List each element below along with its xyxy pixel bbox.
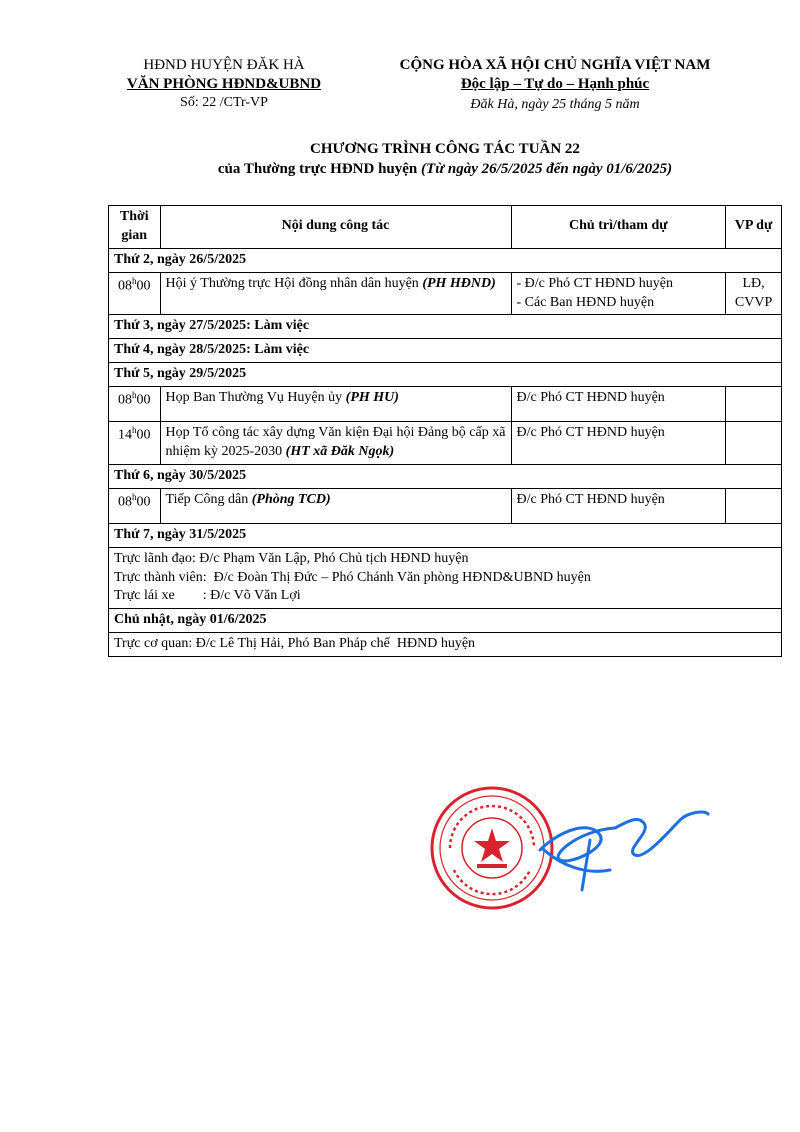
day-row: [109, 339, 782, 363]
day-label: Thứ 7, ngày 31/5/2025: [109, 523, 782, 547]
header-right: [380, 56, 730, 113]
page-title: CHƯƠNG TRÌNH CÔNG TÁC TUẦN 22: [310, 141, 580, 157]
table-header-row: [109, 206, 782, 249]
place-date: Đăk Hà, ngày 25 tháng 5 năm: [470, 96, 640, 112]
duty-line: Trực thành viên: Đ/c Đoàn Thị Đức – Phó Chánh Văn phòng HĐND&UBND huyện: [114, 569, 591, 585]
vp-cell: LĐ, CVVP: [726, 272, 782, 315]
day-row: [109, 464, 782, 488]
chair-cell: Đ/c Phó CT HĐND huyện: [511, 488, 726, 523]
header-vp: VP dự: [726, 206, 782, 249]
time-cell: 14$^h$00: [109, 422, 161, 465]
duty-row: [109, 547, 782, 609]
duty-line: Trực lái xe : Đ/c Võ Văn Lợi: [114, 588, 301, 604]
day-label: Chủ nhật, ngày 01/6/2025: [109, 609, 782, 633]
content-cell: Hội ý Thường trực Hội đồng nhân dân huyện (PH HĐND): [160, 272, 511, 315]
duty-cell: [109, 633, 782, 657]
motto: Độc lập – Tự do – Hạnh phúc: [460, 75, 650, 92]
signature: [530, 790, 720, 900]
table-row: [109, 387, 782, 422]
time-cell: 08$^h$00: [109, 272, 161, 315]
vp-cell: [726, 387, 782, 422]
day-label: Thứ 3, ngày 27/5/2025: Làm việc: [109, 315, 782, 339]
chair-cell: Đ/c Phó CT HĐND huyện: [511, 422, 726, 465]
day-row: [109, 315, 782, 339]
duty-row: [109, 633, 782, 657]
schedule-table: [108, 205, 782, 657]
day-label: Thứ 5, ngày 29/5/2025: [109, 363, 782, 387]
content-cell: Tiếp Công dân (Phòng TCD): [160, 488, 511, 523]
day-label: Thứ 6, ngày 30/5/2025: [109, 464, 782, 488]
duty-line: Trực cơ quan: Đ/c Lê Thị Hải, Phó Ban Pháp chế HĐND huyện: [114, 636, 476, 652]
day-row: [109, 609, 782, 633]
duty-cell: [109, 547, 782, 609]
day-row: [109, 523, 782, 547]
content-cell: Họp Ban Thường Vụ Huyện ủy (PH HU): [160, 387, 511, 422]
duty-line: Trực lãnh đạo: Đ/c Phạm Văn Lập, Phó Chủ tịch HĐND huyện: [114, 550, 469, 566]
header-left: [108, 56, 340, 111]
header-content: Nội dung công tác: [160, 206, 511, 249]
content-cell: Họp Tổ công tác xây dựng Văn kiện Đại hội Đảng bộ cấp xã nhiệm kỳ 2025-2030 (HT xã Đăk Ngọk): [160, 422, 511, 465]
doc-number: Số: 22 /CTr-VP: [180, 94, 268, 110]
day-row: [109, 248, 782, 272]
time-cell: 08$^h$00: [109, 488, 161, 523]
chair-cell: - Đ/c Phó CT HĐND huyện - Các Ban HĐND huyện: [511, 272, 726, 315]
vp-cell: [726, 422, 782, 465]
header-time: Thời gian: [109, 206, 161, 249]
header-chair: Chủ trì/tham dự: [511, 206, 726, 249]
nation-title: CỘNG HÒA XÃ HỘI CHỦ NGHĨA VIỆT NAM: [399, 57, 711, 73]
table-row: [109, 422, 782, 465]
day-label: Thứ 2, ngày 26/5/2025: [109, 248, 782, 272]
office-name: VĂN PHÒNG HĐND&UBND: [126, 75, 322, 92]
table-row: [109, 488, 782, 523]
council-name: HĐND HUYỆN ĐĂK HÀ: [143, 57, 305, 73]
chair-cell: Đ/c Phó CT HĐND huyện: [511, 387, 726, 422]
title-block: [108, 140, 782, 179]
day-row: [109, 363, 782, 387]
date-range: (Từ ngày 26/5/2025 đến ngày 01/6/2025): [421, 160, 673, 177]
subtitle: của Thường trực HĐND huyện: [217, 160, 418, 177]
vp-cell: [726, 488, 782, 523]
time-cell: 08$^h$00: [109, 387, 161, 422]
table-row: [109, 272, 782, 315]
day-label: Thứ 4, ngày 28/5/2025: Làm việc: [109, 339, 782, 363]
